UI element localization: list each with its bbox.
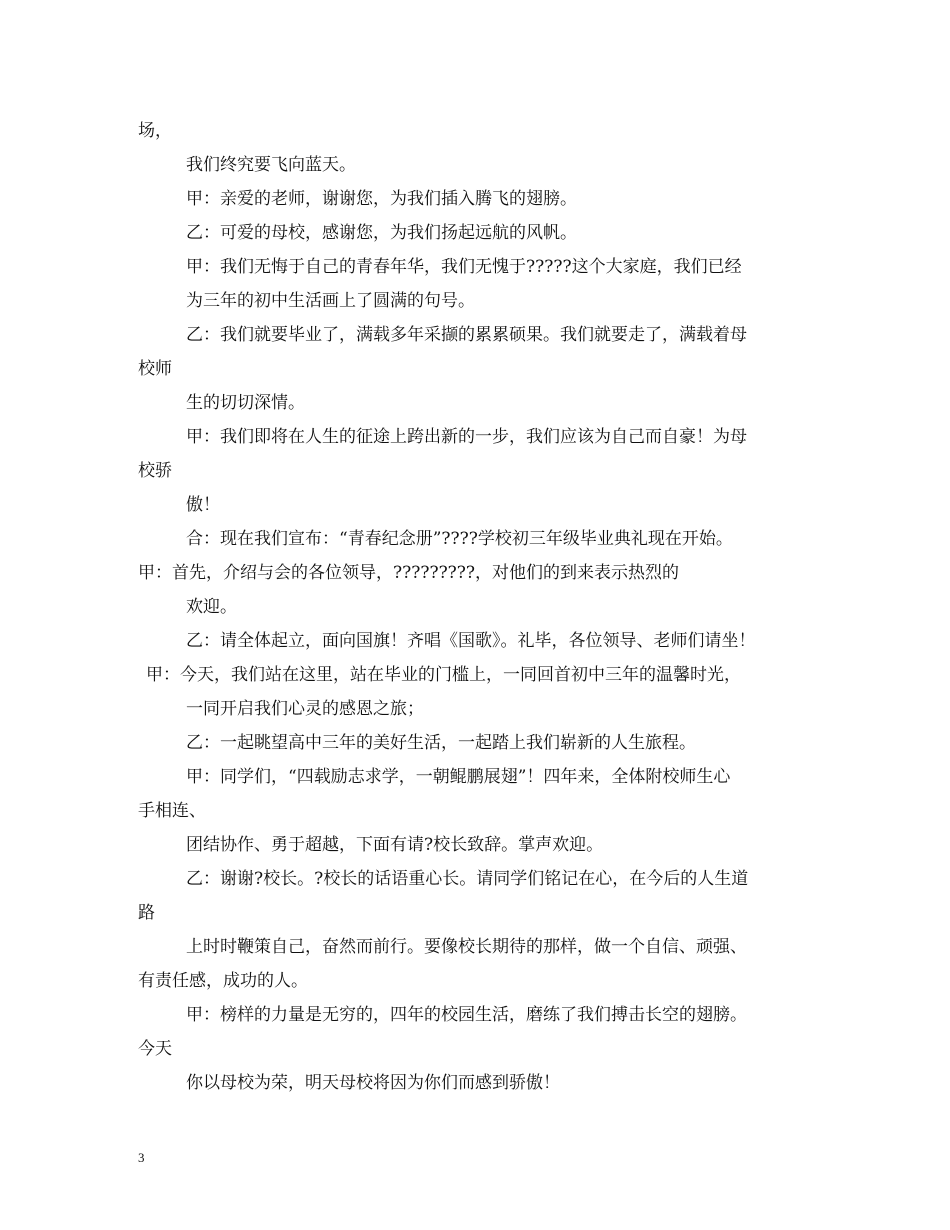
text-line: 我们终究要飞向蓝天。 bbox=[186, 155, 356, 175]
text-line: 乙：请全体起立，面向国旗！齐唱《国歌》。礼毕，各位领导、老师们请坐！ bbox=[186, 631, 756, 651]
text-line: 欢迎。 bbox=[186, 597, 237, 617]
text-line: 甲：我们即将在人生的征途上跨出新的一步，我们应该为自己而自豪！为母 bbox=[186, 427, 747, 447]
text-line: 校师 bbox=[138, 359, 172, 379]
text-line: 乙：我们就要毕业了，满载多年采撷的累累硕果。我们就要走了，满载着母 bbox=[186, 325, 747, 345]
text-line: 校骄 bbox=[138, 461, 172, 481]
text-line: 生的切切深情。 bbox=[186, 393, 305, 413]
text-line: 团结协作、勇于超越，下面有请?校长致辞。掌声欢迎。 bbox=[186, 835, 604, 855]
text-line: 合：现在我们宣布：“青春纪念册”????学校初三年级毕业典礼现在开始。 bbox=[186, 529, 733, 549]
text-line: 甲：榜样的力量是无穷的，四年的校园生活，磨练了我们搏击长空的翅膀。 bbox=[186, 1005, 747, 1025]
text-line: 路 bbox=[138, 903, 155, 923]
text-line: 乙：可爱的母校，感谢您，为我们扬起远航的风帆。 bbox=[186, 223, 577, 243]
text-line: 你以母校为荣，明天母校将因为你们而感到骄傲！ bbox=[186, 1073, 560, 1093]
text-line: 乙：谢谢?校长。?校长的话语重心长。请同学们铭记在心，在今后的人生道 bbox=[186, 869, 749, 889]
text-line: 甲：亲爱的老师，谢谢您，为我们插入腾飞的翅膀。 bbox=[186, 189, 577, 209]
text-line: 傲！ bbox=[186, 495, 220, 515]
text-line: 甲：今天，我们站在这里，站在毕业的门槛上，一同回首初中三年的温馨时光， bbox=[146, 665, 741, 685]
text-line: 为三年的初中生活画上了圆满的句号。 bbox=[186, 291, 475, 311]
text-line: 甲：首先，介绍与会的各位领导，?????????，对他们的到来表示热烈的 bbox=[138, 563, 680, 583]
text-line: 上时时鞭策自己，奋然而前行。要像校长期待的那样，做一个自信、顽强、 bbox=[186, 937, 747, 957]
text-line: 手相连、 bbox=[138, 801, 206, 821]
page-number: 3 bbox=[138, 1150, 145, 1165]
text-line: 甲：我们无悔于自己的青春年华，我们无愧于?????这个大家庭，我们已经 bbox=[186, 257, 742, 277]
text-line: 场， bbox=[138, 121, 172, 141]
text-line: 乙：一起眺望高中三年的美好生活，一起踏上我们崭新的人生旅程。 bbox=[186, 733, 696, 753]
text-line: 今天 bbox=[138, 1039, 172, 1059]
text-line: 有责任感，成功的人。 bbox=[138, 971, 308, 991]
text-line: 一同开启我们心灵的感恩之旅； bbox=[186, 699, 424, 719]
text-line: 甲：同学们，“四载励志求学，一朝鲲鹏展翅”！四年来，全体附校师生心 bbox=[186, 767, 731, 787]
